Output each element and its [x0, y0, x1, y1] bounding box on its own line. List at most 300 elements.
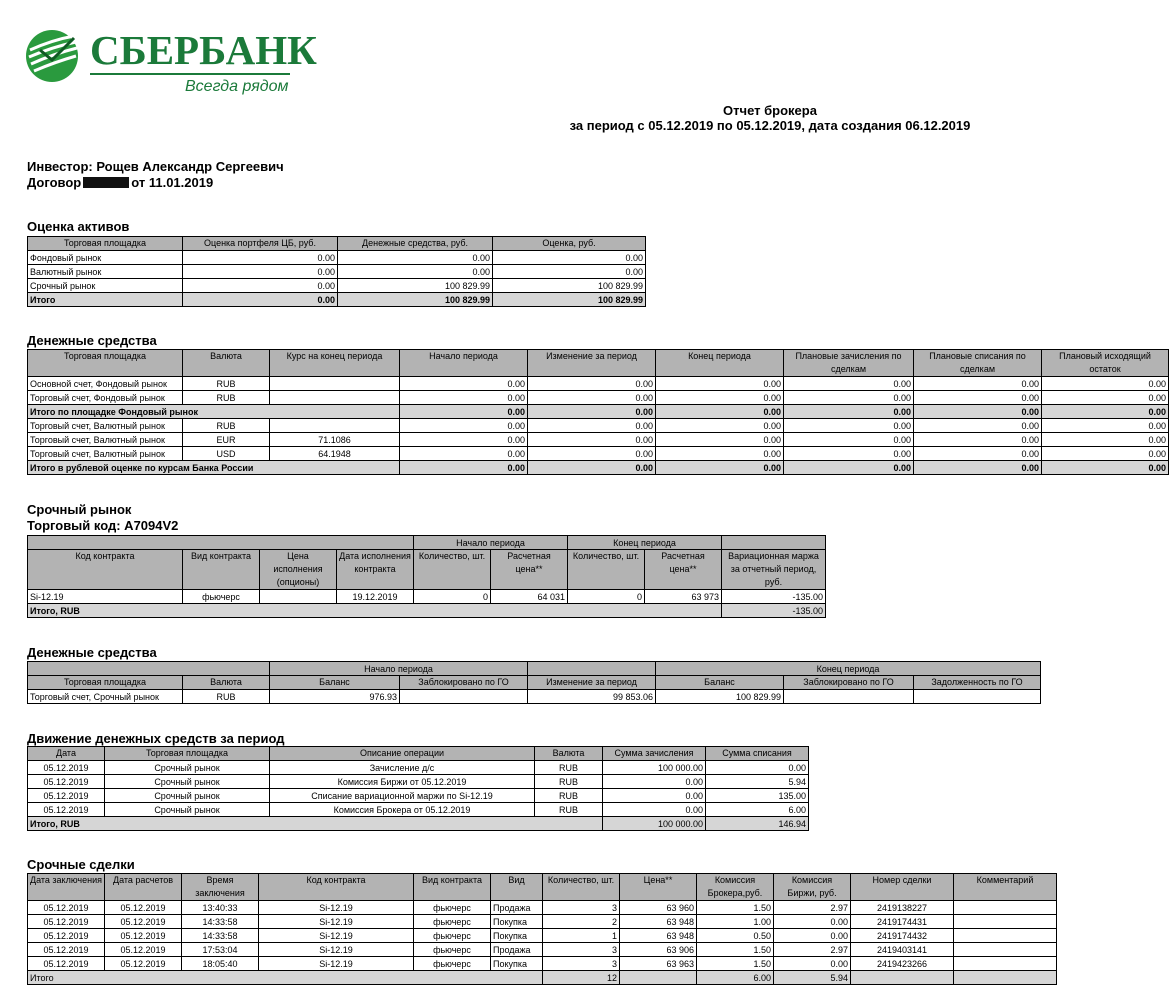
- cash-subtotal-row: [28, 405, 1169, 419]
- table-cell: 0.00: [914, 461, 1042, 475]
- futures-header: Количество, шт.: [568, 550, 645, 590]
- table-cell: 0: [414, 590, 491, 604]
- table-cell: 05.12.2019: [105, 915, 182, 929]
- table-cell: 0.00: [603, 789, 706, 803]
- assets-header: Оценка портфеля ЦБ, руб.: [183, 237, 338, 251]
- table-cell: 0.00: [400, 447, 528, 461]
- assets-header: Оценка, руб.: [493, 237, 646, 251]
- table-cell: фьючерс: [414, 901, 491, 915]
- cash-table: [27, 349, 1169, 475]
- futures-header: Цена исполнения (опционы): [260, 550, 337, 590]
- table-cell: Итого по площадке Фондовый рынок: [28, 405, 400, 419]
- assets-header: Денежные средства, руб.: [338, 237, 493, 251]
- table-cell: 100 829.99: [338, 279, 493, 293]
- table-cell: 100 829.99: [656, 690, 784, 704]
- assets-total-row: [28, 293, 646, 307]
- deals-header: Время заключения: [182, 874, 259, 901]
- table-cell: 0.00: [400, 377, 528, 391]
- table-cell: 2.97: [774, 943, 851, 957]
- deals-header: Код контракта: [259, 874, 414, 901]
- cash-header: Плановый исходящий остаток: [1042, 350, 1169, 377]
- cash2-header: Торговая площадка: [28, 676, 183, 690]
- table-cell: RUB: [535, 789, 603, 803]
- table-cell: 0.00: [183, 279, 338, 293]
- table-cell: 05.12.2019: [28, 901, 105, 915]
- table-cell: 0.00: [914, 405, 1042, 419]
- futures-header-row: [28, 550, 826, 590]
- table-cell: [270, 419, 400, 433]
- table-cell: 0.00: [774, 915, 851, 929]
- table-cell: [954, 929, 1057, 943]
- deals-header: Номер сделки: [851, 874, 954, 901]
- table-cell: Комиссия Биржи от 05.12.2019: [270, 775, 535, 789]
- table-cell: 0.00: [774, 929, 851, 943]
- table-row: [28, 957, 1057, 971]
- movements-header: Дата: [28, 747, 105, 761]
- futures-section-title: Срочный рынок: [27, 502, 132, 517]
- table-cell: 0.00: [493, 265, 646, 279]
- table-cell: Покупка: [491, 957, 543, 971]
- table-cell: USD: [183, 447, 270, 461]
- futures-group-row: [28, 536, 826, 550]
- table-cell: 05.12.2019: [105, 957, 182, 971]
- futures-total-row: [28, 604, 826, 618]
- cash2-group-end: Конец периода: [656, 662, 1041, 676]
- table-cell: 1.50: [697, 943, 774, 957]
- table-cell: 100 829.99: [493, 293, 646, 307]
- table-cell: Срочный рынок: [28, 279, 183, 293]
- table-cell: 0.00: [914, 433, 1042, 447]
- table-cell: 2419423266: [851, 957, 954, 971]
- futures-header: Вид контракта: [183, 550, 260, 590]
- table-cell: Фондовый рынок: [28, 251, 183, 265]
- movements-header: Торговая площадка: [105, 747, 270, 761]
- table-cell: 0.00: [493, 251, 646, 265]
- table-cell: 2419138227: [851, 901, 954, 915]
- report-period: за период с 05.12.2019 по 05.12.2019, дата создания 06.12.2019: [569, 118, 971, 133]
- table-cell: 0.00: [784, 419, 914, 433]
- table-cell: Покупка: [491, 929, 543, 943]
- cash2-group-blank: [28, 662, 270, 676]
- table-cell: Покупка: [491, 915, 543, 929]
- cash2-group-row: [28, 662, 1041, 676]
- table-cell: 3: [543, 957, 620, 971]
- table-cell: 63 960: [620, 901, 697, 915]
- table-cell: 3: [543, 901, 620, 915]
- table-cell: 64.1948: [270, 447, 400, 461]
- table-cell: 0.00: [784, 405, 914, 419]
- table-cell: 14:33:58: [182, 915, 259, 929]
- table-cell: 0.00: [338, 265, 493, 279]
- table-cell: 63 906: [620, 943, 697, 957]
- futures-header: Расчетная цена**: [491, 550, 568, 590]
- sberbank-logo-icon: [24, 28, 80, 84]
- deals-header: Комиссия Биржи, руб.: [774, 874, 851, 901]
- deals-header: Комментарий: [954, 874, 1057, 901]
- movements-header: Сумма зачисления: [603, 747, 706, 761]
- table-cell: 05.12.2019: [105, 943, 182, 957]
- cash2-header: Изменение за период: [528, 676, 656, 690]
- futures-table: [27, 535, 826, 618]
- table-cell: Торговый счет, Срочный рынок: [28, 690, 183, 704]
- deals-header: Вид: [491, 874, 543, 901]
- table-row: [28, 761, 809, 775]
- table-cell: 99 853.06: [528, 690, 656, 704]
- table-row: [28, 419, 1169, 433]
- table-cell: 0.00: [400, 461, 528, 475]
- table-cell: [954, 957, 1057, 971]
- investor-info: [27, 159, 284, 191]
- table-cell: 0.00: [528, 447, 656, 461]
- table-cell: RUB: [183, 419, 270, 433]
- cash2-section-title: Денежные средства: [27, 645, 157, 660]
- deals-section-title: Срочные сделки: [27, 857, 135, 872]
- table-cell: 0.00: [914, 391, 1042, 405]
- table-cell: 05.12.2019: [28, 761, 105, 775]
- investor-name: Инвестор: Рощев Александр Сергеевич: [27, 159, 284, 174]
- table-cell: 3: [543, 943, 620, 957]
- cash2-header: Задолженность по ГО: [914, 676, 1041, 690]
- table-cell: 05.12.2019: [28, 789, 105, 803]
- table-cell: [270, 377, 400, 391]
- table-cell: 2.97: [774, 901, 851, 915]
- cash2-group-start: Начало периода: [270, 662, 528, 676]
- table-row: [28, 279, 646, 293]
- table-cell: 0.00: [183, 265, 338, 279]
- table-cell: 0.00: [784, 377, 914, 391]
- futures-group-blank: [722, 536, 826, 550]
- deals-header: Дата заключения: [28, 874, 105, 901]
- table-cell: -135.00: [722, 590, 826, 604]
- cash-header: Начало периода: [400, 350, 528, 377]
- table-cell: RUB: [535, 803, 603, 817]
- table-row: [28, 433, 1169, 447]
- futures-group-start: Начало периода: [414, 536, 568, 550]
- table-cell: 0.00: [914, 419, 1042, 433]
- table-cell: 0.00: [1042, 447, 1169, 461]
- cash2-header: Заблокировано по ГО: [784, 676, 914, 690]
- table-cell: 63 948: [620, 929, 697, 943]
- table-row: [28, 690, 1041, 704]
- table-cell: [954, 901, 1057, 915]
- table-cell: 0.00: [528, 419, 656, 433]
- deals-header: Дата расчетов: [105, 874, 182, 901]
- table-cell: 0.00: [656, 391, 784, 405]
- table-cell: 05.12.2019: [28, 929, 105, 943]
- table-cell: 0.00: [528, 377, 656, 391]
- table-cell: 0.00: [528, 433, 656, 447]
- table-row: [28, 265, 646, 279]
- table-cell: Si-12.19: [259, 943, 414, 957]
- cash2-header: Баланс: [656, 676, 784, 690]
- table-cell: Si-12.19: [259, 915, 414, 929]
- contract-date: от 11.01.2019: [131, 175, 214, 190]
- table-cell: Комиссия Брокера от 05.12.2019: [270, 803, 535, 817]
- table-cell: Основной счет, Фондовый рынок: [28, 377, 183, 391]
- table-cell: 13:40:33: [182, 901, 259, 915]
- table-cell: 0.00: [528, 405, 656, 419]
- assets-section-title: Оценка активов: [27, 219, 130, 234]
- table-cell: 0.00: [1042, 419, 1169, 433]
- table-cell: 71.1086: [270, 433, 400, 447]
- table-cell: RUB: [535, 761, 603, 775]
- table-cell: 0.00: [1042, 433, 1169, 447]
- table-cell: Срочный рынок: [105, 775, 270, 789]
- cash2-header: Валюта: [183, 676, 270, 690]
- table-cell: Si-12.19: [259, 957, 414, 971]
- assets-header-row: [28, 237, 646, 251]
- table-row: [28, 803, 809, 817]
- table-cell: Итого: [28, 971, 543, 985]
- contract-prefix: Договор: [27, 175, 82, 190]
- table-cell: [784, 690, 914, 704]
- table-row: [28, 929, 1057, 943]
- deals-header: Вид контракта: [414, 874, 491, 901]
- table-cell: 5.94: [706, 775, 809, 789]
- table-cell: 0.50: [697, 929, 774, 943]
- table-cell: 05.12.2019: [28, 943, 105, 957]
- table-cell: 0.00: [338, 251, 493, 265]
- table-cell: 63 963: [620, 957, 697, 971]
- table-cell: фьючерс: [414, 929, 491, 943]
- table-cell: -135.00: [722, 604, 826, 618]
- cash2-table: [27, 661, 1041, 704]
- table-cell: 0.00: [528, 461, 656, 475]
- table-cell: [954, 971, 1057, 985]
- table-cell: 05.12.2019: [28, 957, 105, 971]
- movements-total-row: [28, 817, 809, 831]
- table-cell: Итого, RUB: [28, 817, 603, 831]
- table-row: [28, 915, 1057, 929]
- table-cell: 05.12.2019: [105, 929, 182, 943]
- table-cell: RUB: [183, 377, 270, 391]
- table-cell: 0.00: [914, 377, 1042, 391]
- table-cell: Срочный рынок: [105, 803, 270, 817]
- table-cell: Торговый счет, Валютный рынок: [28, 447, 183, 461]
- cash-header: Конец периода: [656, 350, 784, 377]
- table-cell: 0.00: [1042, 461, 1169, 475]
- table-cell: Торговый счет, Фондовый рынок: [28, 391, 183, 405]
- table-cell: Si-12.19: [28, 590, 183, 604]
- table-cell: [270, 391, 400, 405]
- table-cell: 0.00: [784, 461, 914, 475]
- table-cell: EUR: [183, 433, 270, 447]
- brand-name: СБЕРБАНК: [90, 27, 317, 73]
- table-cell: 0.00: [656, 461, 784, 475]
- brand-slogan: Всегда рядом: [185, 78, 289, 95]
- table-row: [28, 775, 809, 789]
- cash2-group-blank: [528, 662, 656, 676]
- deals-header: Цена**: [620, 874, 697, 901]
- table-cell: 0.00: [528, 391, 656, 405]
- cash2-header: Заблокировано по ГО: [400, 676, 528, 690]
- table-cell: 0.00: [1042, 391, 1169, 405]
- deals-table: [27, 873, 1057, 985]
- futures-header: Вариационная маржа за отчетный период, руб.: [722, 550, 826, 590]
- deals-header: Комиссия Брокера,руб.: [697, 874, 774, 901]
- table-cell: 146.94: [706, 817, 809, 831]
- cash2-header-row: [28, 676, 1041, 690]
- table-cell: [914, 690, 1041, 704]
- cash-total-row: [28, 461, 1169, 475]
- table-cell: 0.00: [656, 447, 784, 461]
- table-row: [28, 590, 826, 604]
- table-row: [28, 251, 646, 265]
- table-row: [28, 377, 1169, 391]
- deals-header: Количество, шт.: [543, 874, 620, 901]
- table-cell: 135.00: [706, 789, 809, 803]
- table-cell: 0.00: [914, 447, 1042, 461]
- table-cell: фьючерс: [414, 915, 491, 929]
- table-row: [28, 789, 809, 803]
- table-cell: 2419403141: [851, 943, 954, 957]
- table-cell: 100 000.00: [603, 817, 706, 831]
- table-cell: Si-12.19: [259, 929, 414, 943]
- table-cell: 1.50: [697, 901, 774, 915]
- table-cell: [954, 943, 1057, 957]
- cash-header: Плановые зачисления по сделкам: [784, 350, 914, 377]
- assets-header: Торговая площадка: [28, 237, 183, 251]
- table-cell: 0.00: [603, 803, 706, 817]
- movements-header: Валюта: [535, 747, 603, 761]
- trade-code: Торговый код: A7094V2: [27, 518, 179, 533]
- table-cell: 63 948: [620, 915, 697, 929]
- table-cell: Списание вариационной маржи по Si-12.19: [270, 789, 535, 803]
- table-row: [28, 943, 1057, 957]
- brand-underline: [90, 73, 290, 75]
- movements-table: [27, 746, 809, 831]
- table-cell: Продажа: [491, 901, 543, 915]
- table-cell: 14:33:58: [182, 929, 259, 943]
- table-cell: 0.00: [1042, 405, 1169, 419]
- contract-line: [27, 175, 284, 191]
- deals-header-row: [28, 874, 1057, 901]
- table-cell: фьючерс: [414, 957, 491, 971]
- table-cell: 05.12.2019: [28, 915, 105, 929]
- table-cell: 0.00: [1042, 377, 1169, 391]
- report-title-text: Отчет брокера: [723, 103, 817, 118]
- futures-header: Дата исполнения контракта: [337, 550, 414, 590]
- table-cell: 17:53:04: [182, 943, 259, 957]
- table-cell: 64 031: [491, 590, 568, 604]
- movements-section-title: Движение денежных средств за период: [27, 731, 285, 746]
- table-cell: Продажа: [491, 943, 543, 957]
- table-cell: 0.00: [400, 405, 528, 419]
- table-cell: 0.00: [784, 447, 914, 461]
- table-row: [28, 447, 1169, 461]
- cash-header-row: [28, 350, 1169, 377]
- table-cell: фьючерс: [414, 943, 491, 957]
- table-cell: 100 000.00: [603, 761, 706, 775]
- table-cell: 0.00: [400, 419, 528, 433]
- futures-header: Код контракта: [28, 550, 183, 590]
- table-row: [28, 391, 1169, 405]
- table-cell: 0.00: [656, 433, 784, 447]
- table-cell: 2: [543, 915, 620, 929]
- cash-header: Изменение за период: [528, 350, 656, 377]
- table-cell: Итого, RUB: [28, 604, 722, 618]
- table-cell: 1.00: [697, 915, 774, 929]
- futures-group-end: Конец периода: [568, 536, 722, 550]
- table-cell: 2419174432: [851, 929, 954, 943]
- table-cell: 6.00: [697, 971, 774, 985]
- cash-header: Курс на конец периода: [270, 350, 400, 377]
- table-cell: [851, 971, 954, 985]
- futures-group-blank: [28, 536, 414, 550]
- table-row: [28, 901, 1057, 915]
- table-cell: 100 829.99: [493, 279, 646, 293]
- movements-header: Сумма списания: [706, 747, 809, 761]
- table-cell: фьючерс: [183, 590, 260, 604]
- table-cell: 0.00: [400, 433, 528, 447]
- table-cell: RUB: [183, 391, 270, 405]
- table-cell: 976.93: [270, 690, 400, 704]
- cash-section-title: Денежные средства: [27, 333, 157, 348]
- table-cell: 0.00: [656, 377, 784, 391]
- table-cell: [620, 971, 697, 985]
- table-cell: 0.00: [183, 251, 338, 265]
- table-cell: [400, 690, 528, 704]
- movements-header: Описание операции: [270, 747, 535, 761]
- table-cell: [260, 590, 337, 604]
- table-cell: 0.00: [784, 433, 914, 447]
- table-cell: Срочный рынок: [105, 761, 270, 775]
- table-cell: 18:05:40: [182, 957, 259, 971]
- table-cell: 12: [543, 971, 620, 985]
- futures-header: Расчетная цена**: [645, 550, 722, 590]
- table-cell: 0.00: [656, 405, 784, 419]
- cash-header: Торговая площадка: [28, 350, 183, 377]
- futures-header: Количество, шт.: [414, 550, 491, 590]
- redacted-contract-number: [83, 177, 129, 188]
- table-cell: 2419174431: [851, 915, 954, 929]
- table-cell: 1: [543, 929, 620, 943]
- table-cell: RUB: [183, 690, 270, 704]
- cash-header: Плановые списания по сделкам: [914, 350, 1042, 377]
- table-cell: 0.00: [183, 293, 338, 307]
- table-cell: 0.00: [603, 775, 706, 789]
- table-cell: Торговый счет, Валютный рынок: [28, 419, 183, 433]
- assets-table: [27, 236, 646, 307]
- table-cell: 0.00: [656, 419, 784, 433]
- movements-header-row: [28, 747, 809, 761]
- cash2-header: Баланс: [270, 676, 400, 690]
- table-cell: 0.00: [774, 957, 851, 971]
- table-cell: Срочный рынок: [105, 789, 270, 803]
- table-cell: 05.12.2019: [28, 803, 105, 817]
- table-cell: Итого: [28, 293, 183, 307]
- table-cell: 0.00: [706, 761, 809, 775]
- table-cell: Si-12.19: [259, 901, 414, 915]
- table-cell: Зачисление д/с: [270, 761, 535, 775]
- table-cell: 6.00: [706, 803, 809, 817]
- table-cell: Торговый счет, Валютный рынок: [28, 433, 183, 447]
- table-cell: 1.50: [697, 957, 774, 971]
- table-cell: 05.12.2019: [105, 901, 182, 915]
- table-cell: [954, 915, 1057, 929]
- cash-header: Валюта: [183, 350, 270, 377]
- table-cell: 0.00: [400, 391, 528, 405]
- table-cell: 100 829.99: [338, 293, 493, 307]
- table-cell: 19.12.2019: [337, 590, 414, 604]
- table-cell: 05.12.2019: [28, 775, 105, 789]
- table-cell: 0.00: [784, 391, 914, 405]
- table-cell: RUB: [535, 775, 603, 789]
- deals-total-row: [28, 971, 1057, 985]
- table-cell: 0: [568, 590, 645, 604]
- table-cell: 63 973: [645, 590, 722, 604]
- table-cell: Валютный рынок: [28, 265, 183, 279]
